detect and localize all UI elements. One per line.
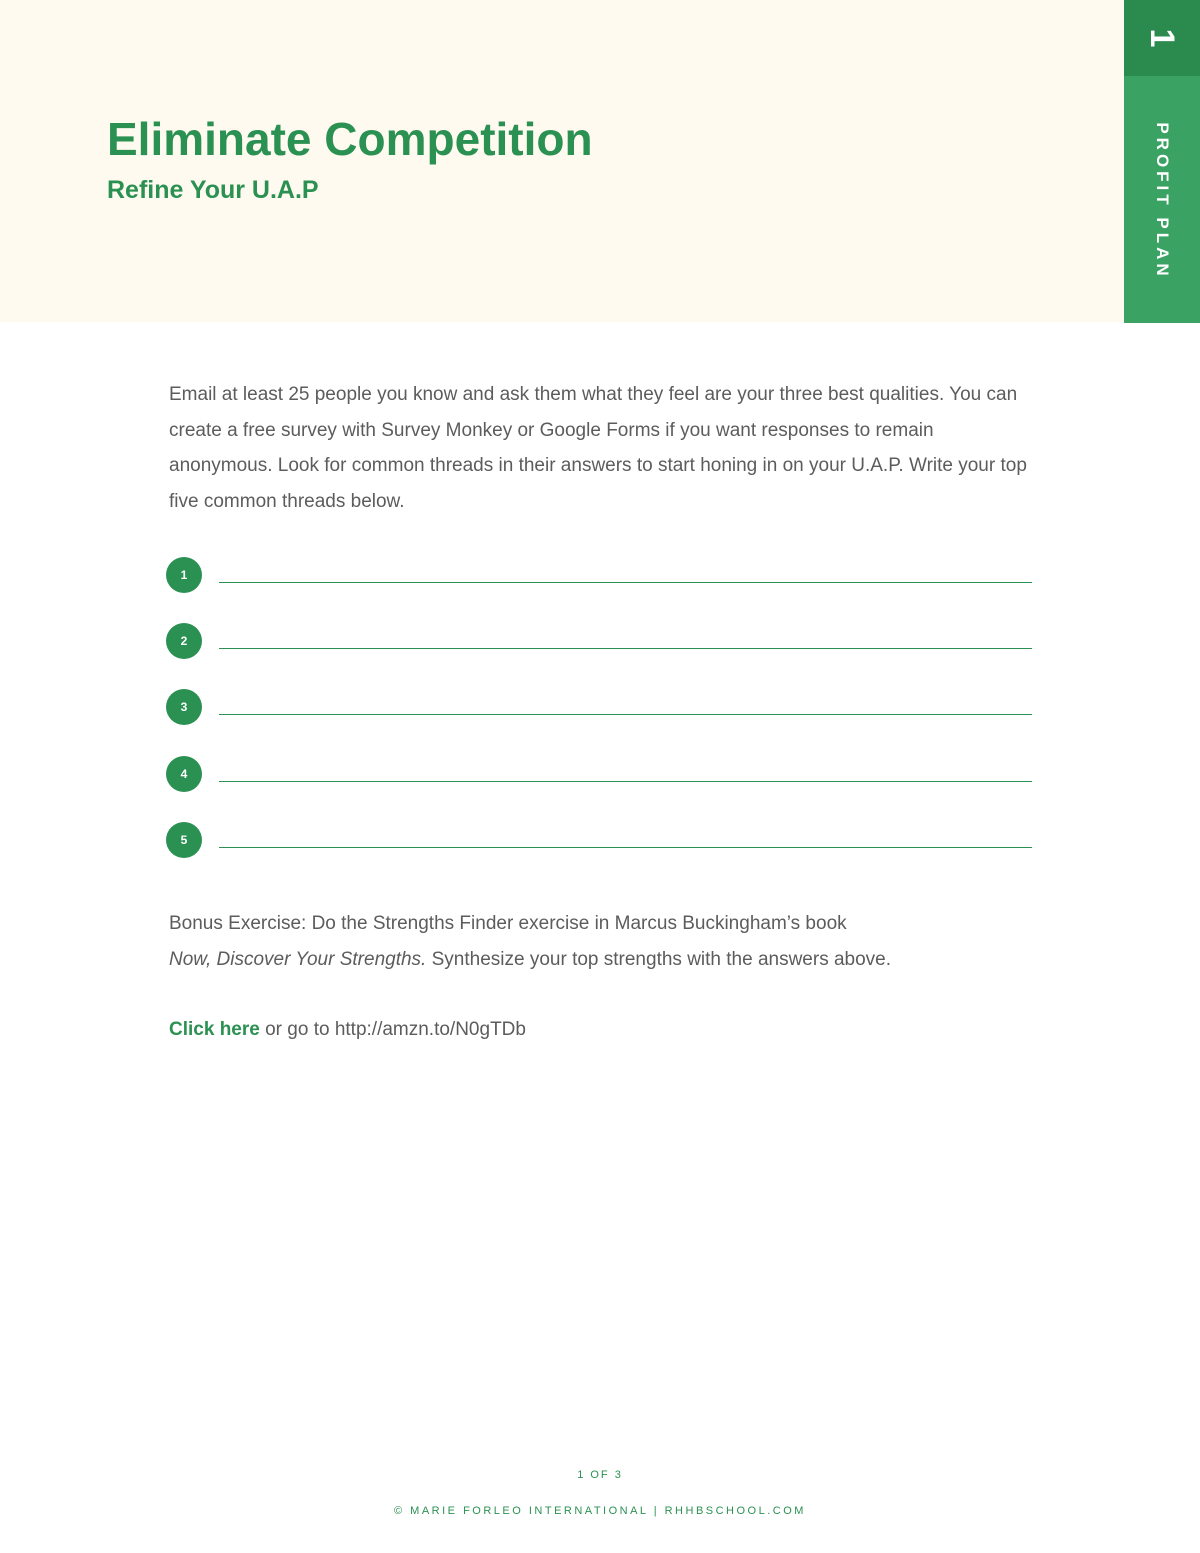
answer-row-5 (166, 822, 1032, 858)
answer-line-4[interactable] (219, 781, 1032, 782)
bonus-exercise-paragraph (169, 906, 1049, 977)
answer-line-2[interactable] (219, 648, 1032, 649)
bonus-line-2: Synthesize your top strengths with the answers above. (426, 948, 892, 970)
section-side-tab-label: PROFIT PLAN (1153, 122, 1172, 280)
answer-row-4 (166, 756, 1032, 792)
section-number: 1 (1143, 28, 1181, 48)
answer-line-5[interactable] (219, 847, 1032, 848)
book-url-text: or go to http://amzn.to/N0gTDb (259, 1019, 526, 1040)
page-number: 1 OF 3 (577, 1469, 623, 1481)
footer-copyright: © MARIE FORLEO INTERNATIONAL | RHHBSCHOOL.COM (394, 1505, 806, 1517)
section-number-tab (1124, 0, 1200, 76)
bonus-line-1: Bonus Exercise: Do the Strengths Finder exercise in Marcus Buckingham’s book (169, 913, 847, 934)
answer-number-badge: 2 (166, 623, 202, 659)
page-subtitle: Refine Your U.A.P (107, 176, 319, 204)
answer-row-1 (166, 557, 1032, 593)
answer-number-badge: 5 (166, 822, 202, 858)
page-title: Eliminate Competition (107, 113, 593, 165)
section-side-tab (1124, 76, 1200, 323)
answer-row-2 (166, 623, 1032, 659)
answer-number-badge: 3 (166, 689, 202, 725)
bonus-book-title: Now, Discover Your Strengths. (169, 948, 427, 970)
answer-row-3 (166, 689, 1032, 725)
answer-line-1[interactable] (219, 582, 1032, 583)
intro-paragraph: Email at least 25 people you know and ask them what they feel are your three best qualities. You can create a free survey with Survey Monkey or Google Forms if you want responses to remain anonymous. Look for common threads in their answers to start honing in on your U.A.P. Write your top five common threads below. (169, 384, 1027, 512)
book-link-line (169, 1012, 526, 1047)
answer-line-3[interactable] (219, 714, 1032, 715)
click-here-link[interactable]: Click here (169, 1019, 260, 1040)
answer-number-badge: 1 (166, 557, 202, 593)
answer-number-badge: 4 (166, 756, 202, 792)
